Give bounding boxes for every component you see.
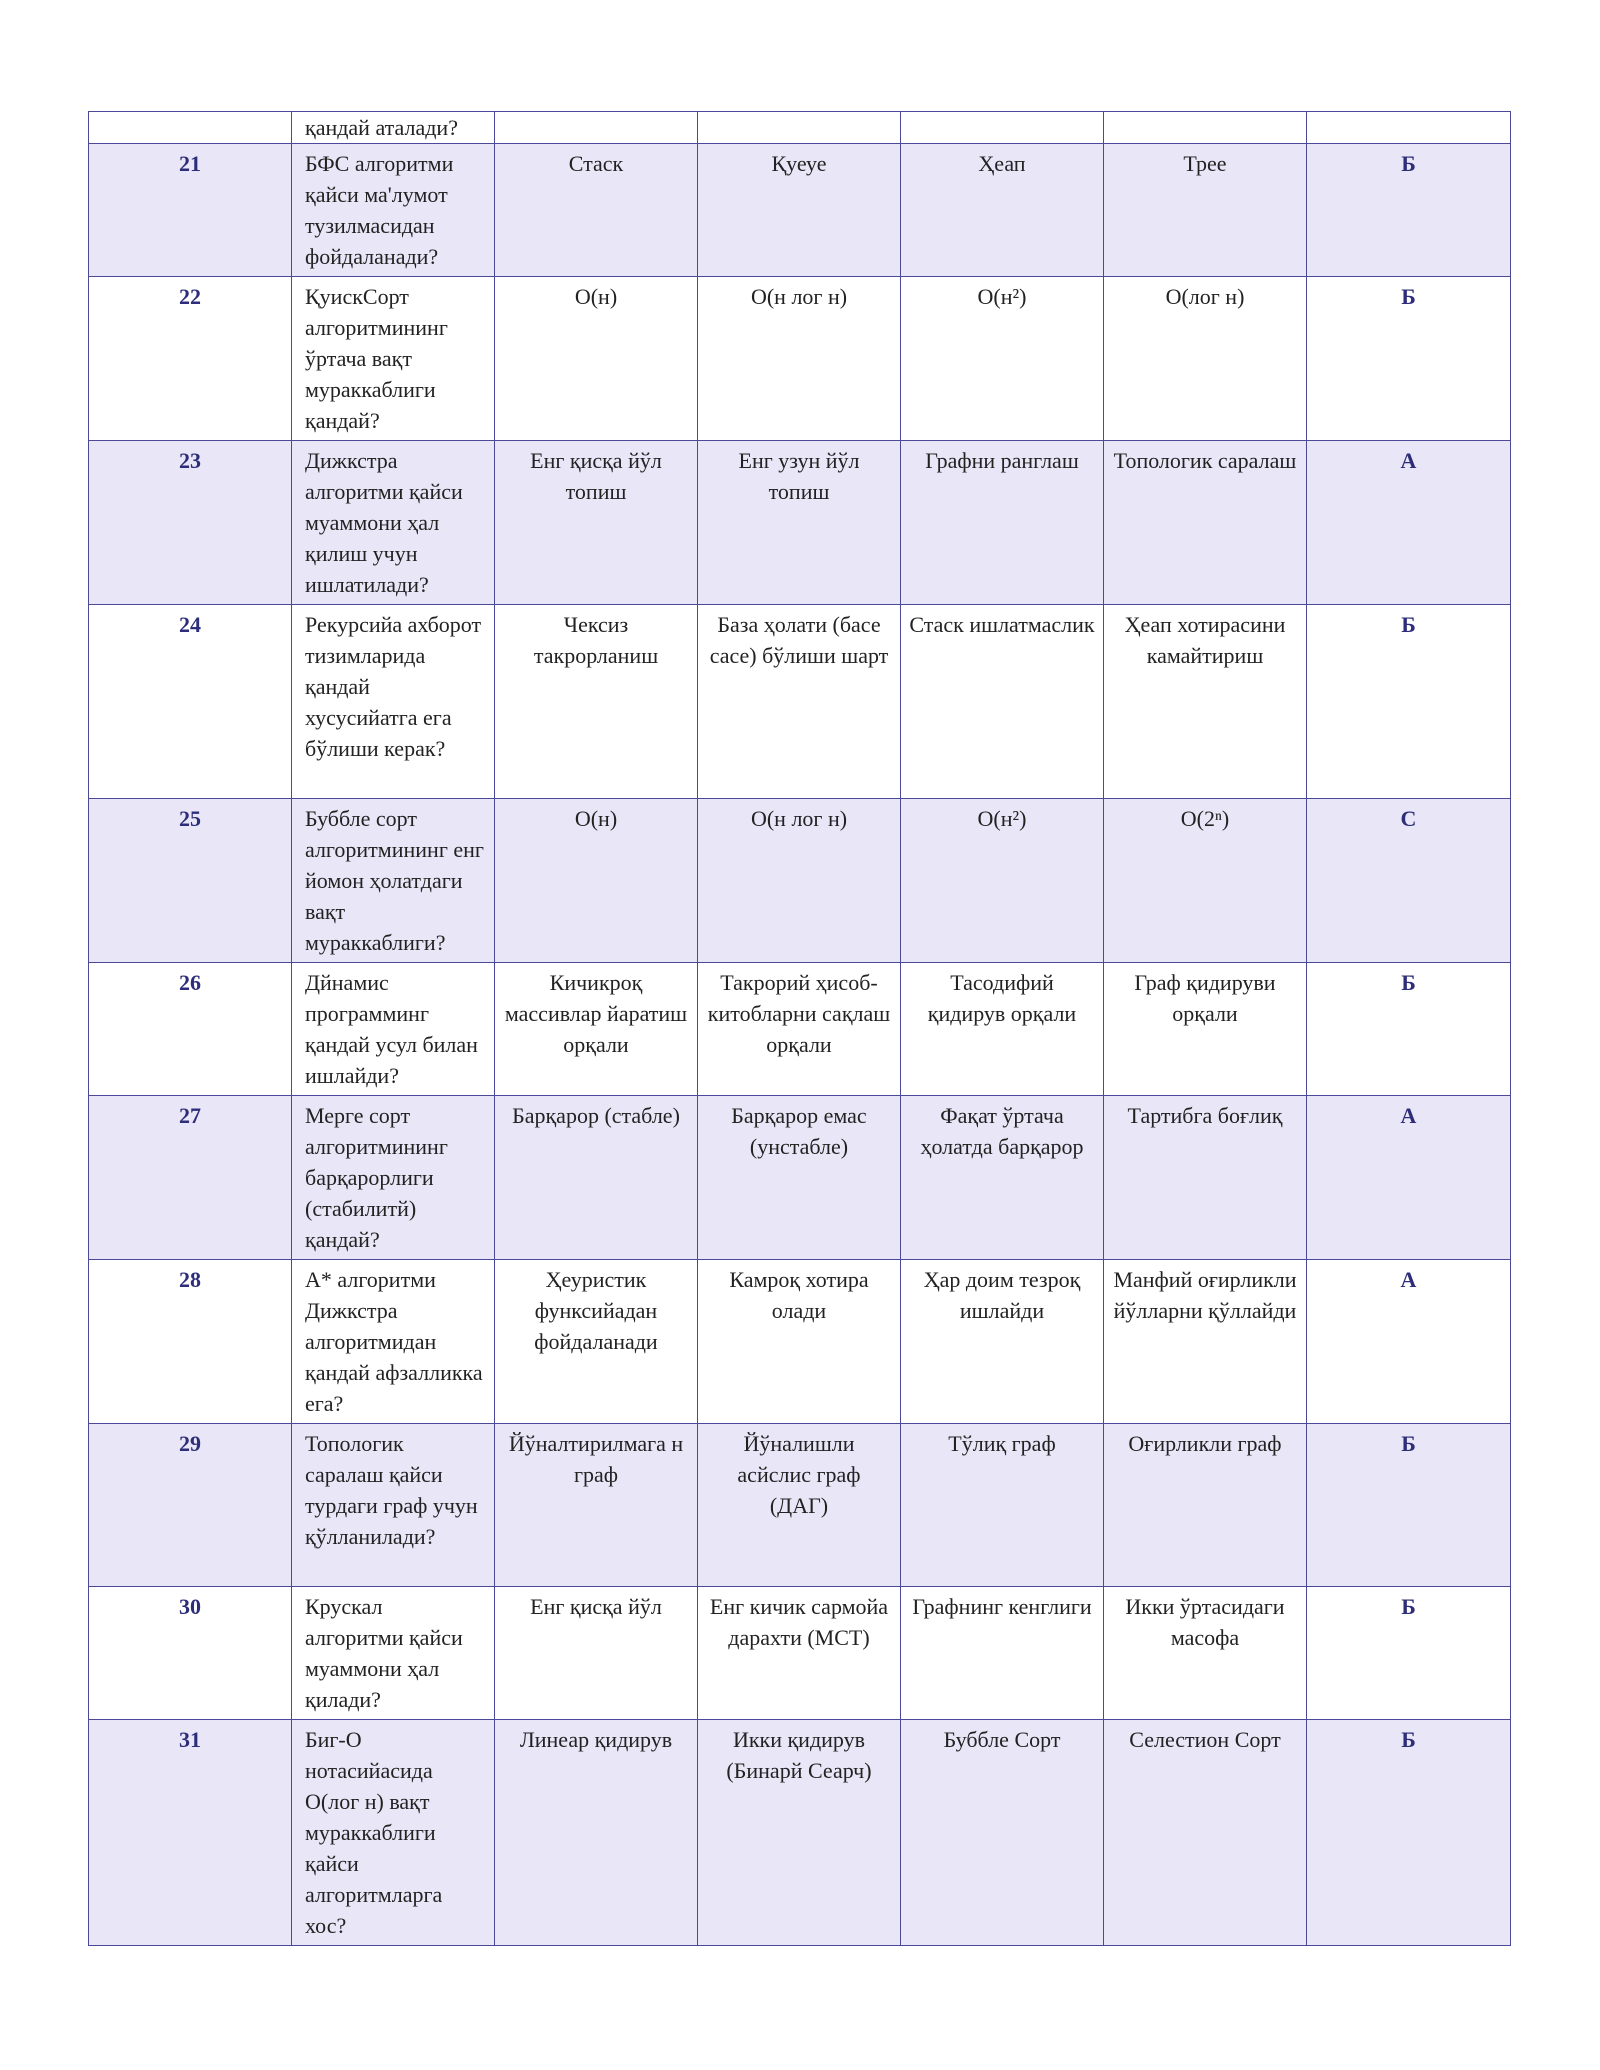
option-c: Фақат ўртача ҳолатда барқарор [901,1096,1104,1260]
table-row [89,963,1511,1096]
option-a [495,112,698,144]
option-c: О(н²) [901,799,1104,963]
option-d: Манфий оғирликли йўлларни қўллайди [1104,1260,1307,1424]
question-text: Дижкстра алгоритми қайси муаммони ҳал қилиш учун ишлатилади? [292,441,495,605]
option-b: Енг узун йўл топиш [698,441,901,605]
question-text: Мерге сорт алгоритмининг барқарорлиги (стабилитй) қандай? [292,1096,495,1260]
question-text: қандай аталади? [292,112,495,144]
option-b: О(н лог н) [698,277,901,441]
question-number: 27 [89,1096,292,1260]
question-text: А* алгоритми Дижкстра алгоритмидан қандай афзалликка ега? [292,1260,495,1424]
question-number: 30 [89,1587,292,1720]
option-c: Графнинг кенглиги [901,1587,1104,1720]
table-row [89,799,1511,963]
question-text: ҚуискСорт алгоритмининг ўртача вақт мураккаблиги қандай? [292,277,495,441]
option-c: Ҳар доим тезроқ ишлайди [901,1260,1104,1424]
option-d [1104,112,1307,144]
option-c: Стаск ишлатмаслик [901,605,1104,799]
table-row [89,1720,1511,1946]
quiz-table [88,111,1511,1946]
option-d: Тартибга боғлиқ [1104,1096,1307,1260]
table-row [89,112,1511,144]
option-a: Енг қисқа йўл топиш [495,441,698,605]
option-c: Графни ранглаш [901,441,1104,605]
question-number [89,112,292,144]
option-a: Йўналтирилмага н граф [495,1424,698,1587]
table-row [89,1096,1511,1260]
question-text: Биг-О нотасийасида О(лог н) вақт мураккаблиги қайси алгоритмларга хос? [292,1720,495,1946]
option-c: Ҳеап [901,144,1104,277]
correct-answer: А [1307,1260,1511,1424]
option-c: Тўлиқ граф [901,1424,1104,1587]
option-c: Буббле Сорт [901,1720,1104,1946]
option-d: Топологик саралаш [1104,441,1307,605]
option-d: Граф қидируви орқали [1104,963,1307,1096]
correct-answer: Б [1307,277,1511,441]
correct-answer: С [1307,799,1511,963]
option-b: База ҳолати (басе сасе) бўлиши шарт [698,605,901,799]
option-a: Енг қисқа йўл [495,1587,698,1720]
table-row [89,1260,1511,1424]
option-a: Ҳеуристик функсийадан фойдаланади [495,1260,698,1424]
question-number: 24 [89,605,292,799]
option-a: Кичикроқ массивлар йаратиш орқали [495,963,698,1096]
correct-answer [1307,112,1511,144]
option-b [698,112,901,144]
table-row [89,144,1511,277]
question-text: Дйнамис программинг қандай усул билан ишлайди? [292,963,495,1096]
option-d: Ҳеап хотирасини камайтириш [1104,605,1307,799]
question-text: Рекурсийа ахборот тизимларида қандай хусусийатга ега бўлиши керак? [292,605,495,799]
question-text: Буббле сорт алгоритмининг енг йомон ҳолатдаги вақт мураккаблиги? [292,799,495,963]
option-a: О(н) [495,277,698,441]
option-a: Стаск [495,144,698,277]
option-d: Трее [1104,144,1307,277]
question-number: 28 [89,1260,292,1424]
question-number: 22 [89,277,292,441]
question-number: 31 [89,1720,292,1946]
question-number: 23 [89,441,292,605]
option-b: Камроқ хотира олади [698,1260,901,1424]
correct-answer: Б [1307,605,1511,799]
table-row [89,277,1511,441]
correct-answer: А [1307,441,1511,605]
table-row [89,605,1511,799]
question-text: Крускал алгоритми қайси муаммони ҳал қилади? [292,1587,495,1720]
option-a: Чексиз такрорланиш [495,605,698,799]
question-number: 21 [89,144,292,277]
option-d: Селестион Сорт [1104,1720,1307,1946]
question-text: Топологик саралаш қайси турдаги граф учун қўлланилади? [292,1424,495,1587]
option-a: Линеар қидирув [495,1720,698,1946]
correct-answer: Б [1307,1720,1511,1946]
table-row [89,1587,1511,1720]
option-b: Қуеуе [698,144,901,277]
option-c: О(н²) [901,277,1104,441]
option-b: О(н лог н) [698,799,901,963]
correct-answer: Б [1307,1424,1511,1587]
correct-answer: Б [1307,144,1511,277]
option-b: Барқарор емас (унстабле) [698,1096,901,1260]
option-b: Енг кичик сармойа дарахти (МСТ) [698,1587,901,1720]
option-d: Оғирликли граф [1104,1424,1307,1587]
option-d: О(лог н) [1104,277,1307,441]
option-a: Барқарор (стабле) [495,1096,698,1260]
table-row [89,1424,1511,1587]
correct-answer: Б [1307,963,1511,1096]
option-b: Такрорий ҳисоб-китобларни сақлаш орқали [698,963,901,1096]
document-page [88,111,1510,1946]
table-row [89,441,1511,605]
option-a: О(н) [495,799,698,963]
correct-answer: А [1307,1096,1511,1260]
question-text: БФС алгоритми қайси ма'лумот тузилмасидан фойдаланади? [292,144,495,277]
option-b: Йўналишли асйслис граф (ДАГ) [698,1424,901,1587]
correct-answer: Б [1307,1587,1511,1720]
option-b: Икки қидирув (Бинарй Сеарч) [698,1720,901,1946]
option-d: О(2ⁿ) [1104,799,1307,963]
option-c [901,112,1104,144]
option-c: Тасодифий қидирув орқали [901,963,1104,1096]
question-number: 25 [89,799,292,963]
option-d: Икки ўртасидаги масофа [1104,1587,1307,1720]
question-number: 29 [89,1424,292,1587]
question-number: 26 [89,963,292,1096]
